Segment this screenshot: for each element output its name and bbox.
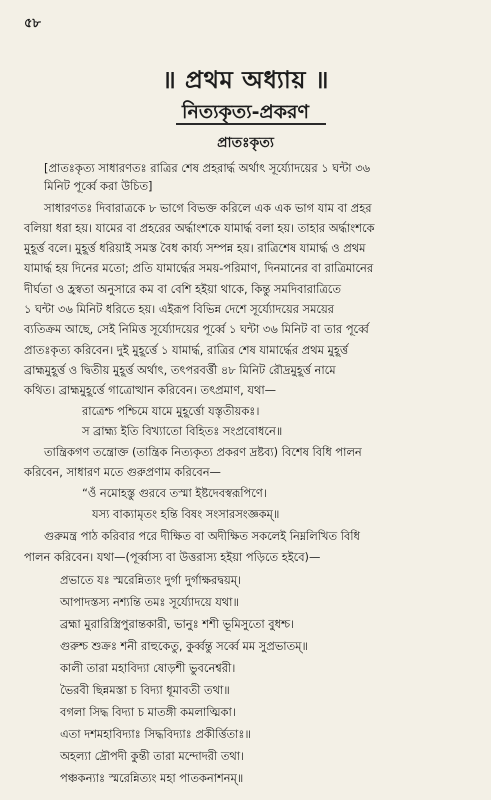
verse-line: প্রভাতে যঃ স্মরেন্নিত্যং দুর্গা দুর্গাক্ষরদ্বয়ম্। xyxy=(60,573,242,587)
verse-line: বগলা সিদ্ধ বিদ্যা চ মাতঙ্গী কমলাত্মিকা। xyxy=(60,705,236,719)
verse-line: পঞ্চকন্যাঃ স্মরেন্নিত্যং মহা পাতকনাশনম্॥ xyxy=(60,771,244,785)
verse-line: ভৈরবী ছিন্নমস্তা চ বিদ্যা ধূমাবতী তথা॥ xyxy=(60,683,230,697)
text-line: পালন করিবেন। যথা—(পূর্ব্বাস্য বা উত্তরাস্য হইয়া পড়িতে হইবে)— xyxy=(24,550,321,564)
chapter-title: ॥ প্রথম অধ্যায় ॥ xyxy=(162,66,329,94)
text-line: ব্রাহ্মমুহূর্ত্ত ও দ্বিতীয় মুহূর্ত্ত অর্থাৎ, তৎপরবর্ত্তী ৪৮ মিনিট রৌদ্রমুহূর্ত্ত নামে xyxy=(24,363,336,377)
verse-line: ব্রহ্মা মুরারিস্ত্রিপুরান্তকারী, ভানুঃ শশী ভূমিসুতো বুধশ্চ। xyxy=(60,617,295,631)
text-line: কথিত। ব্রাহ্মমুহূর্ত্তে গাত্রোত্থান করিবেন। তৎপ্রমাণ, যথা— xyxy=(24,383,277,397)
page-number: ৫৮ xyxy=(24,16,41,31)
subsection-title: প্রাতঃকৃত্য xyxy=(217,135,274,151)
text-line: গুরুমন্ত্র পাঠ করিবার পরে দীক্ষিত বা অদীক্ষিত সকলেই নিম্নলিখিত বিধি xyxy=(44,529,360,543)
text-line: করিবেন, সাধারণ মতে গুরুপ্রণাম করিবেন— xyxy=(24,465,221,479)
title-underline xyxy=(176,123,326,125)
text-line: যামার্দ্ধ হয় দিনের মতো; প্রতি যামার্দ্ধের সময়-পরিমাণ, দিনমানের বা রাত্রিমানের xyxy=(24,261,374,275)
verse-line: স ব্রাহ্ম্য ইতি বিখ্যাতো বিহিতঃ সংপ্রবোধনে॥ xyxy=(82,424,283,438)
text-line: মুহূর্ত্ত বলে। মুহূর্ত্ত ধরিয়াই সমস্ত বৈধ কার্য্য সম্পন্ন হয়। রাত্রিশেষ যামার্দ্ধ ও প্রথম xyxy=(24,241,366,255)
text-line: প্রাতঃকৃত্য করিবেন। দুই মুহূর্ত্তে ১ যামার্দ্ধ, রাত্রির শেষ যামার্দ্ধের প্রথম মুহূর্ত্ত xyxy=(24,343,348,357)
verse-line: এতা দশমহাবিদ্যাঃ সিদ্ধবিদ্যাঃ প্রকীর্ত্তিতাঃ॥ xyxy=(60,727,251,741)
text-line: ১ ঘন্টা ৩৬ মিনিট ধরিতে হয়। এইরূপ বিভিন্ন দেশে সূর্য্যোদয়ের সময়ের xyxy=(24,302,334,316)
verse-line: অহল্যা দ্রৌপদী কুন্তী তারা মন্দোদরী তথা। xyxy=(60,749,245,763)
text-line: তান্ত্রিকগণ তন্ত্রোক্ত (তান্ত্রিক নিত্যকৃত্য প্রকরণ দ্রষ্টব্য) বিশেষ বিধি পালন xyxy=(44,445,362,459)
text-line: দীর্ঘতা ও হ্রস্বতা অনুসারে কম বা বেশি হইয়া থাকে, কিন্তু সমদিবারাত্রিতে xyxy=(24,282,341,296)
text-line: মিনিট পূর্ব্বে করা উচিত] xyxy=(44,179,153,193)
section-title: নিত্যকৃত্য-প্রকরণ xyxy=(182,101,309,123)
text-line: বলিয়া ধরা হয়। যামের বা প্রহরের অর্দ্ধাংশকে যামার্দ্ধ বলা হয়। তাহার অর্দ্ধাংশকে xyxy=(24,221,375,235)
verse-line: কালী তারা মহাবিদ্যা ষোড়শী ভুবনেশ্বরী। xyxy=(60,661,236,675)
verse-line: “ওঁ নমোহস্তু গুরবে তস্মা ইষ্টদেবস্বরূপিণে। xyxy=(82,486,267,500)
verse-line: গুরুশ্চ শুক্রঃ শনী রাহুকেতু, কুর্ব্বন্তু সর্ব্বে মম সুপ্রভাতম্॥ xyxy=(60,639,308,653)
text-line: সাধারণতঃ দিবারাত্রকে ৮ ভাগে বিভক্ত করিলে এক এক ভাগ যাম বা প্রহর xyxy=(44,201,372,215)
text-line: ব্যতিক্রম আছে, সেই নিমিত্ত সূর্য্যোদয়ের পূর্ব্বে ১ ঘন্টা ৩৬ মিনিট বা তার পূর্ব্বে xyxy=(24,322,369,336)
verse-line: যস্য বাক্যামৃতং হন্তি বিষং সংসারসংজ্ঞকম্॥ xyxy=(92,507,280,521)
verse-line: আপাদস্তস্য নশ্যন্তি তমঃ সূর্য্যোদয়ে যথা॥ xyxy=(60,595,239,609)
text-line: [প্রাতঃকৃত্য সাধারণতঃ রাত্রির শেষ প্রহরার্দ্ধ অর্থাৎ সূর্য্যোদয়ের ১ ঘন্টা ৩৬ xyxy=(44,161,371,175)
verse-line: রাত্রেশ্চ পশ্চিমে যামে মুহূর্ত্তো যস্তৃতীয়কঃ। xyxy=(82,404,260,418)
